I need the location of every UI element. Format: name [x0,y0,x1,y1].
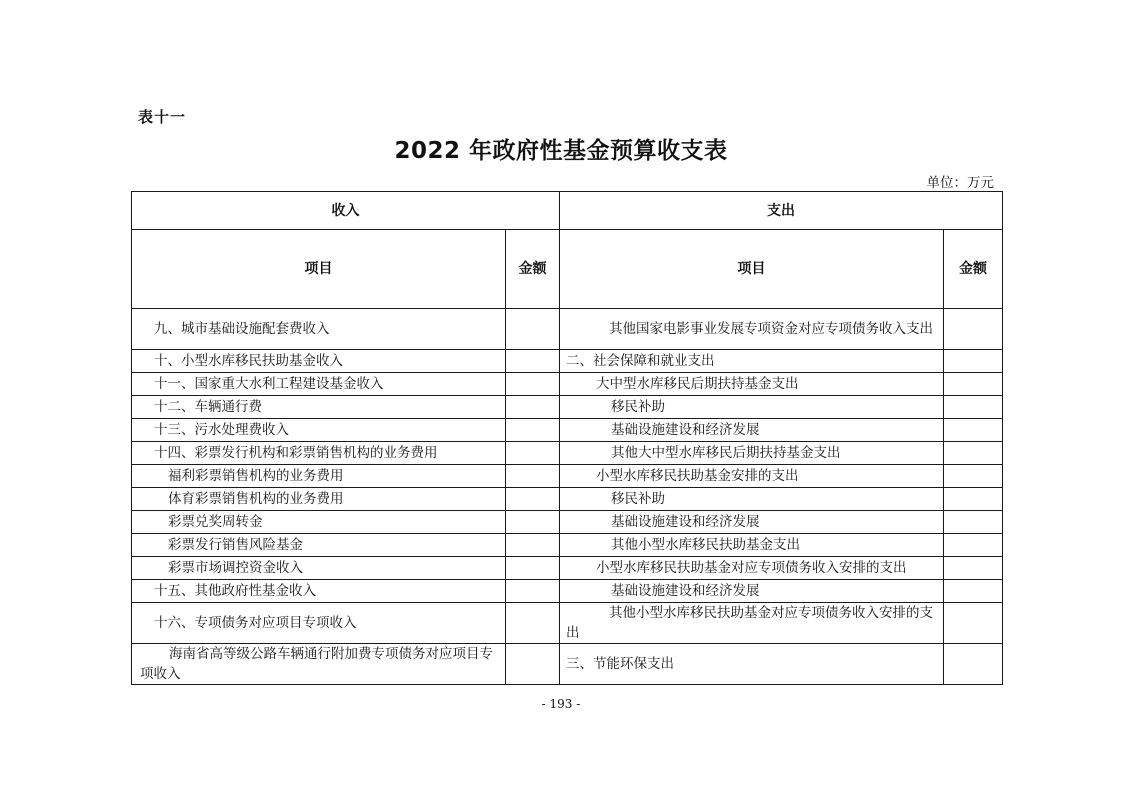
expense-item-header: 项目 [560,230,944,309]
income-item-cell: 十三、污水处理费收入 [132,419,506,442]
income-item-cell: 福利彩票销售机构的业务费用 [132,465,506,488]
income-item-cell: 十六、专项债务对应项目专项收入 [132,603,506,644]
table-row [132,419,1003,442]
income-item-cell: 海南省高等级公路车辆通行附加费专项债务对应项目专项收入 [132,644,506,685]
expense-item-cell: 移民补助 [560,396,944,419]
expense-amount-cell [944,350,1003,373]
expense-amount-cell [944,534,1003,557]
table-row [132,396,1003,419]
expense-item-cell: 基础设施建设和经济发展 [560,419,944,442]
income-amount-cell [506,396,560,419]
income-amount-cell [506,511,560,534]
expense-amount-cell [944,557,1003,580]
expense-amount-cell [944,511,1003,534]
expense-item-cell: 其他小型水库移民扶助基金对应专项债务收入安排的支出 [560,603,944,644]
page-title: 2022 年政府性基金预算收支表 [394,138,728,164]
expense-item-cell: 基础设施建设和经济发展 [560,580,944,603]
table-row [132,511,1003,534]
income-amount-cell [506,580,560,603]
budget-table [131,191,1003,685]
income-item-cell: 十二、车辆通行费 [132,396,506,419]
expense-item-cell: 小型水库移民扶助基金安排的支出 [560,465,944,488]
table-row [132,557,1003,580]
income-item-cell: 彩票市场调控资金收入 [132,557,506,580]
income-item-cell: 十四、彩票发行机构和彩票销售机构的业务费用 [132,442,506,465]
expense-amount-cell [944,644,1003,685]
income-section-header: 收入 [132,192,560,230]
table-row [132,309,1003,350]
table-row [132,350,1003,373]
table-row [132,465,1003,488]
table-section-header-row [132,192,1003,230]
income-amount-cell [506,534,560,557]
expense-amount-cell [944,442,1003,465]
table-row [132,644,1003,685]
income-amount-cell [506,488,560,511]
expense-amount-cell [944,580,1003,603]
income-item-header: 项目 [132,230,506,309]
expense-item-cell: 三、节能环保支出 [560,644,944,685]
expense-amount-header: 金额 [944,230,1003,309]
table-label: 表十一 [138,108,187,126]
table-row [132,580,1003,603]
income-amount-cell [506,350,560,373]
table-row [132,488,1003,511]
expense-amount-cell [944,309,1003,350]
expense-amount-cell [944,373,1003,396]
income-amount-header: 金额 [506,230,560,309]
unit-note: 单位：万元 [926,175,994,191]
expense-item-cell: 其他国家电影事业发展专项资金对应专项债务收入支出 [560,309,944,350]
expense-amount-cell [944,396,1003,419]
income-amount-cell [506,557,560,580]
expense-item-cell: 其他小型水库移民扶助基金支出 [560,534,944,557]
income-item-cell: 十五、其他政府性基金收入 [132,580,506,603]
income-item-cell: 彩票兑奖周转金 [132,511,506,534]
income-item-cell: 体育彩票销售机构的业务费用 [132,488,506,511]
income-amount-cell [506,442,560,465]
table-column-header-row [132,230,1003,309]
expense-section-header: 支出 [560,192,1003,230]
expense-amount-cell [944,419,1003,442]
expense-amount-cell [944,465,1003,488]
expense-item-cell: 其他大中型水库移民后期扶持基金支出 [560,442,944,465]
expense-item-cell: 基础设施建设和经济发展 [560,511,944,534]
income-item-cell: 彩票发行销售风险基金 [132,534,506,557]
income-item-cell: 九、城市基础设施配套费收入 [132,309,506,350]
income-amount-cell [506,465,560,488]
income-amount-cell [506,309,560,350]
income-amount-cell [506,644,560,685]
expense-item-cell: 小型水库移民扶助基金对应专项债务收入安排的支出 [560,557,944,580]
expense-amount-cell [944,603,1003,644]
table-row [132,373,1003,396]
income-amount-cell [506,373,560,396]
income-item-cell: 十、小型水库移民扶助基金收入 [132,350,506,373]
income-amount-cell [506,603,560,644]
page-number: - 193 - [541,697,581,711]
expense-amount-cell [944,488,1003,511]
table-row [132,534,1003,557]
table-row [132,442,1003,465]
expense-item-cell: 移民补助 [560,488,944,511]
income-item-cell: 十一、国家重大水利工程建设基金收入 [132,373,506,396]
income-amount-cell [506,419,560,442]
table-row [132,603,1003,644]
expense-item-cell: 大中型水库移民后期扶持基金支出 [560,373,944,396]
expense-item-cell: 二、社会保障和就业支出 [560,350,944,373]
